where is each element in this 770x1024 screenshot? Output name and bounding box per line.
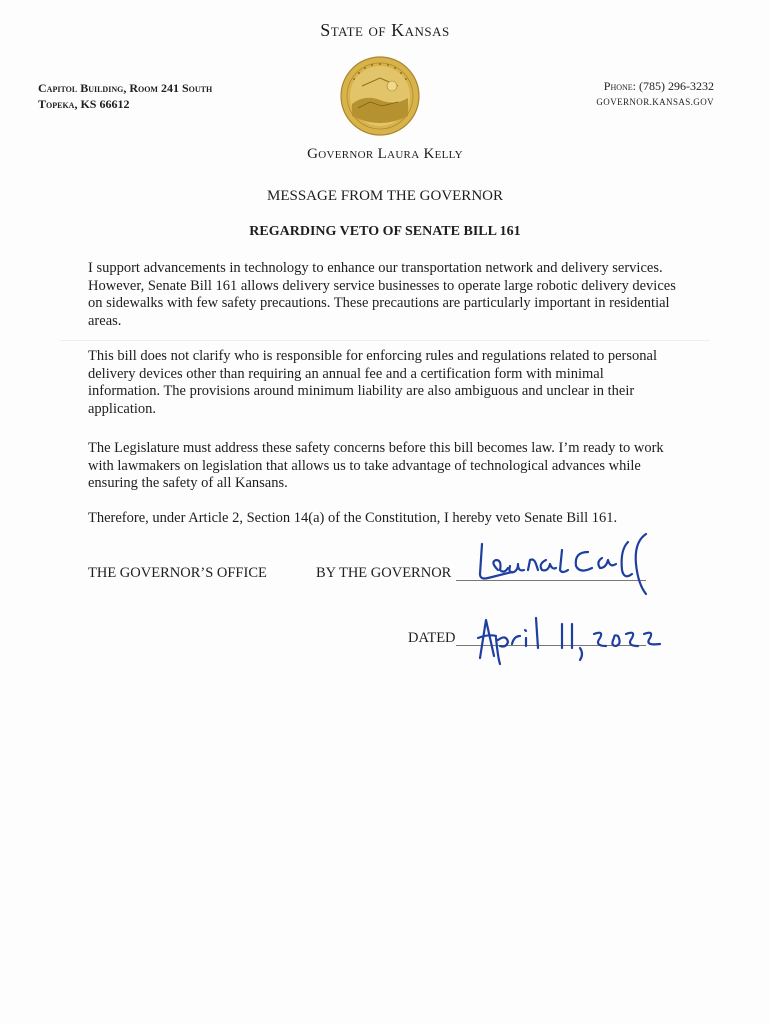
address-line-2: Topeka, KS 66612	[38, 97, 130, 111]
handwritten-date	[476, 608, 676, 668]
office-contact	[596, 78, 714, 110]
scan-divider	[60, 340, 710, 341]
body-paragraph: I support advancements in technology to enhance our transportation network and delivery services. However, Senate Bill 161 allows delivery service businesses to operate large robotic delivery devices on sidewalks with few safety precautions. These precautions are particularly important in residential areas.	[88, 260, 676, 329]
phone-number: Phone: (785) 296-3232	[603, 79, 714, 93]
office-address	[38, 80, 212, 112]
address-line-1: Capitol Building, Room 241 South	[38, 81, 213, 95]
state-seal-icon	[340, 56, 420, 136]
state-title: State of Kansas	[320, 20, 450, 40]
dated-label: DATED	[408, 630, 456, 646]
body-paragraph: The Legislature must address these safety concerns before this bill becomes law. I’m ready to work with lawmakers on legislation that allows us to take advantage of technological advances while ensuring the safety of all Kansans.	[88, 440, 664, 491]
office-label: THE GOVERNOR’S OFFICE	[88, 565, 267, 581]
website-link[interactable]: GOVERNOR.KANSAS.GOV	[596, 97, 714, 107]
body-paragraph: Therefore, under Article 2, Section 14(a) of the Constitution, I hereby veto Senate Bill 161.	[88, 510, 618, 526]
governor-signature	[470, 530, 670, 610]
message-subtitle: REGARDING VETO OF SENATE BILL 161	[249, 224, 521, 239]
by-governor-label: BY THE GOVERNOR	[316, 565, 452, 581]
message-title: MESSAGE FROM THE GOVERNOR	[266, 188, 503, 204]
governor-name: Governor Laura Kelly	[307, 146, 463, 162]
body-paragraph: This bill does not clarify who is responsible for enforcing rules and regulations related to personal delivery devices other than requiring an annual fee and a certification form with minimal information. The provisions around minimum liability are also ambiguous and unclear in their application.	[88, 348, 657, 417]
